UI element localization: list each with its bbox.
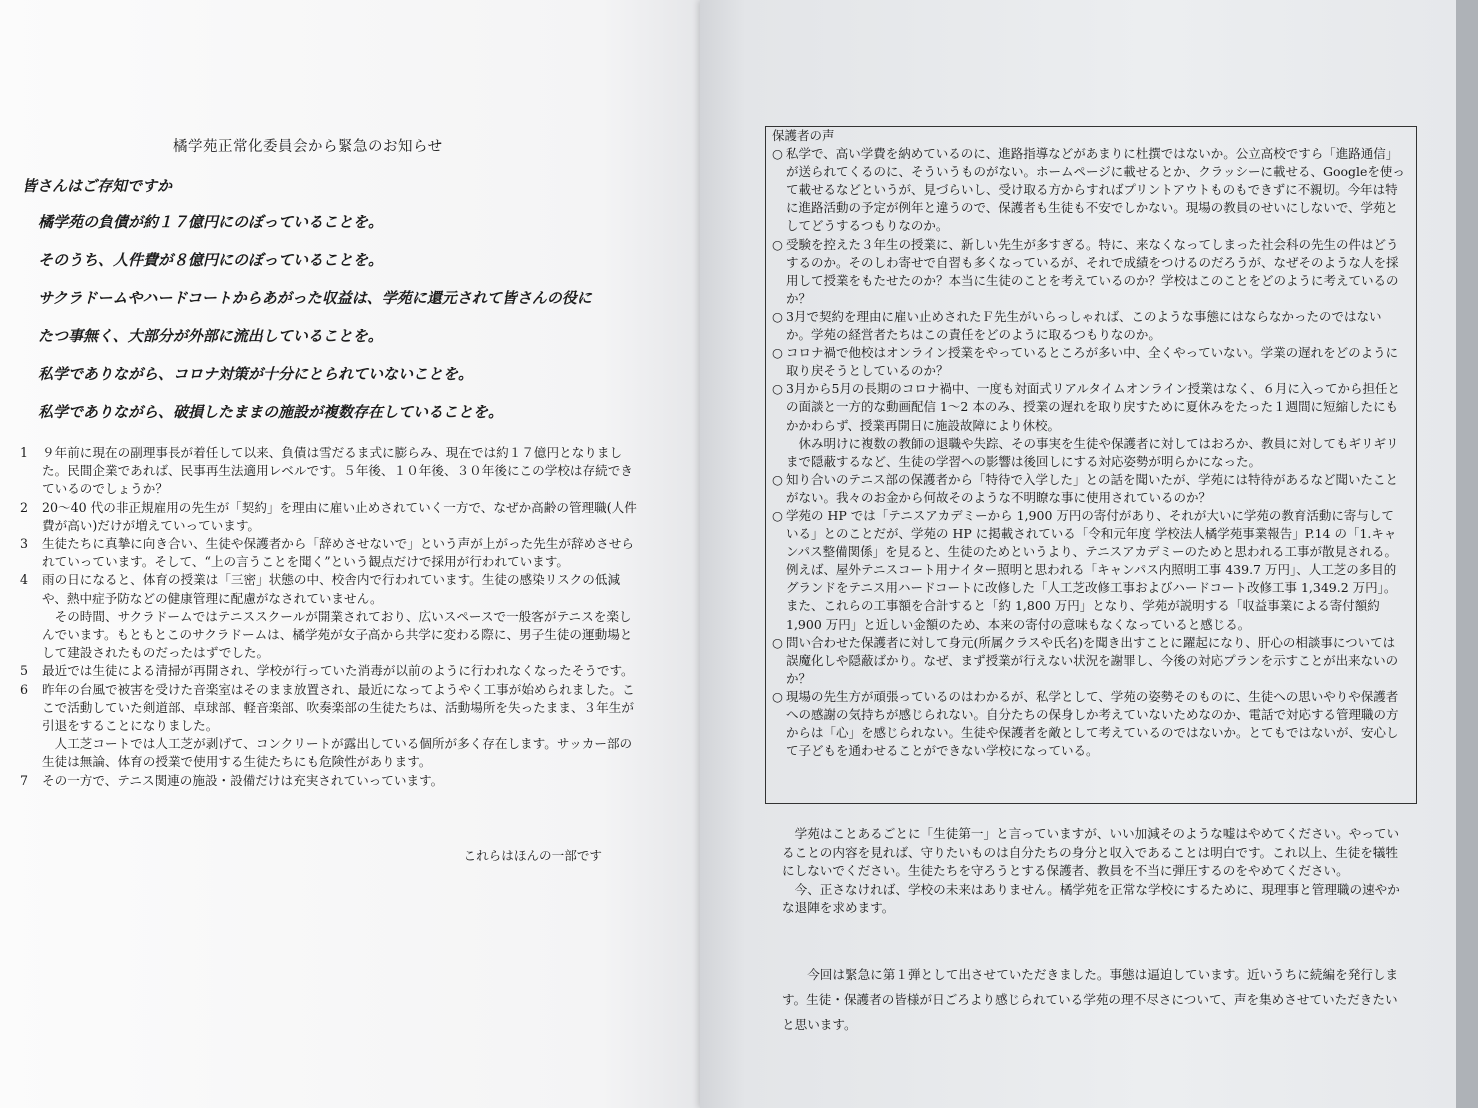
question-line: たつ事無く、大部分が外部に流出していることを。: [38, 327, 383, 345]
voice-item: [772, 688, 1406, 760]
statement-paragraph: 今、正さなければ、学校の未来はありません。橘学苑を正常な学校にするために、現理事と管理職の速やかな退陣を求めます。: [782, 881, 1400, 916]
list-item: [20, 535, 640, 571]
closing-note: これらはほんの一部です: [463, 848, 602, 863]
voice-text: 私学で、高い学費を納めているのに、進路指導などがあまりに杜撰ではないか。公立高校ですら「進路通信」が送られてくるのに、そういうものがない。ホームページに載せるとか、クラッシーに載せる、Googleを使って載せるなどというが、見づらいし、受け取る方からすればプリントアウトものもできずに不親切。今年は特に進路活動の予定が例年と違うので、保護者も生徒も不安でしかない。現場の教員のせいにしないで、学苑としてどうするつもりなのか。: [786, 146, 1405, 234]
item-text: その一方で、テニス関連の施設・設備だけは充実されていっています。: [42, 772, 444, 788]
item-extra-text: その時間、サクラドームではテニススクールが開業されており、広いスペースで一般客がテニスを楽しんでいます。もともとこのサクラドームは、橘学苑が女子高から共学に変わる際に、男子生徒の運動場として建設されたものだったはずでした。: [42, 608, 633, 661]
voice-text: 受験を控えた３年生の授業に、新しい先生が多すぎる。特に、来なくなってしまった社会科の先生の件はどうするのか。そのしわ寄せで自習も多くなっているが、それで成績をつけるのだろうが、なぜそのような人を採用して授業をもたせたのか？本当に生徒のことを考えているのか？学校はこのことをどのように考えているのか？: [786, 236, 1399, 306]
right-page: [700, 0, 1460, 1108]
item-text: 生徒たちに真摯に向き合い、生徒や保護者から「辞めさせないで」という声が上がった先生が辞めさせられていっています。そして、“上の言うことを聞く”という観点だけで採用が行われています。: [42, 536, 634, 570]
item-number: 7: [20, 772, 29, 788]
question-line: 私学でありながら、コロナ対策が十分にとられていないことを。: [38, 365, 474, 383]
voice-item: [772, 634, 1406, 688]
question-line: そのうち、人件費が８億円にのぼっていることを。: [38, 251, 384, 269]
bullet-mark: ○: [772, 634, 783, 650]
bullet-mark: ○: [772, 688, 783, 704]
item-number: 1: [20, 445, 29, 460]
box-title: 保護者の声: [772, 128, 835, 143]
bullet-mark: ○: [772, 308, 783, 324]
voice-item: [772, 507, 1406, 634]
voice-text: 現場の先生方が頑張っているのはわかるが、私学として、学苑の姿勢そのものに、生徒への思いやりや保護者への感謝の気持ちが感じられない。自分たちの保身しか考えていないためなのか、電話で対応する管理職の方からは「心」を感じられない。生徒や保護者を敵として考えているのではないか。とてもではないが、安心して子どもを通わせることができない学校になっている。: [786, 688, 1399, 759]
bullet-mark: ○: [772, 471, 783, 487]
bullet-mark: ○: [772, 381, 783, 397]
voice-text: コロナ禍で他校はオンライン授業をやっているところが多い中、全くやっていない。学業の遅れをどのように取り戻そうとしているのか？: [786, 345, 1399, 379]
voice-item: [772, 236, 1406, 308]
item-number: 6: [20, 681, 29, 697]
voice-text: 3月から5月の長期のコロナ禍中、一度も対面式リアルタイムオンライン授業はなく、６月に入ってから担任との面談と一方的な動画配信 1～2 本のみ、授業の遅れを取り戻すために夏休みをたった１週間に短縮したにもかかわらず、授業再開日に施設故障により休校。: [786, 381, 1401, 433]
voice-item: [772, 308, 1406, 344]
voice-text: 学苑の HP では「テニスアカデミーから 1,900 万円の寄付があり、それが大いに学苑の教育活動に寄与している」とのことだが、学苑の HP に掲載されている「令和元年度 学校法人橘学苑事業報告」P.14 の「1.キャンパス整備関係」を見ると、生徒のためというより、テニスアカデミーのためと思われる工事が散見される。例えば、屋外テニスコート用ナイター照明と思われる「キャンパス内照明工事 439.7 万円」、人工芝の多目的グランドをテニス用ハードコートに改修した「人工芝改修工事およびハードコート改修工事 1,349.2 万円」。また、これらの工事額を合計すると「約 1,800 万円」となり、学苑が説明する「収益事業による寄付額約 1,900 万円」と近しい金額のため、本来の寄付の意味もなくなっていると感じる。: [786, 507, 1398, 632]
numbered-list: [20, 444, 640, 790]
bullet-mark: ○: [772, 146, 783, 162]
voice-text: 知り合いのテニス部の保護者から「特待で入学した」との話を聞いたが、学苑には特待があるなど聞いたことがない。我々のお金から何故そのような不明瞭な事に使用されているのか？: [786, 471, 1399, 505]
statement-section: [782, 825, 1404, 918]
voice-text: 問い合わせた保護者に対して身元(所属クラスや氏名)を聞き出すことに躍起になり、肝心の相談事については誤魔化しや隠蔽ばかり。なぜ、まず授業が行えない状況を謝罪し、今後の対応プランを示すことが出来ないのか？: [786, 634, 1399, 686]
item-number: 3: [20, 536, 29, 552]
background-edge: [1456, 0, 1478, 1108]
item-text: 最近では生徒による清掃が再開され、学校が行っていた消毒が以前のように行われなくなったそうです。: [42, 663, 634, 679]
item-text: 昨年の台風で被害を受けた音楽室はそのまま放置され、最近になってようやく工事が始められました。ここで活動していた剣道部、卓球部、軽音楽部、吹奏楽部の生徒たちは、活動場所を失ったまま、３年生が引退をすることになりました。: [42, 681, 635, 734]
item-text: 20～40 代の非正規雇用の先生が「契約」を理由に雇い止めされていく一方で、なぜか高齢の管理職(人件費が高い)だけが増えていっています。: [42, 499, 637, 533]
voice-item: [772, 145, 1406, 235]
list-item: [20, 571, 640, 662]
voice-extra-text: 休み明けに複数の教師の退職や失踪、その事実を生徒や保護者に対してはおろか、教員に対してもギリギリまで隠蔽するなど、生徒の学習への影響は後回しにする対応姿勢が明らかになった。: [786, 435, 1399, 469]
item-text: ９年前に現在の副理事長が着任して以来、負債は雪だるま式に膨らみ、現在では約１７億円となりました。民間企業であれば、民事再生法適用レベルです。５年後、１０年後、３０年後にこの学校は存続できているのでしょうか？: [42, 445, 633, 497]
statement-paragraph: 学苑はことあるごとに「生徒第一」と言っていますが、いい加減そのような嘘はやめてください。やっていることの内容を見れば、守りたいものは自分たちの身分と収入であることは明白です。これ以上、生徒を犠牲にしないでください。生徒たちを守ろうとする保護者、教員を不当に弾圧するのをやめてください。: [782, 826, 1400, 879]
question-line: 私学でありながら、破損したままの施設が複数存在していることを。: [38, 403, 504, 421]
voice-item: [772, 471, 1406, 507]
question-line: 橘学苑の負債が約１７億円にのぼっていることを。: [38, 213, 384, 231]
item-number: 4: [20, 572, 29, 588]
voice-item: [772, 344, 1406, 380]
voice-text: 3月で契約を理由に雇い止めされたＦ先生がいらっしゃれば、このような事態にはならなかったのではないか。学苑の経営者たちはこの責任をどのように取るつもりなのか。: [786, 308, 1382, 343]
item-extra-text: 人工芝コートでは人工芝が剥げて、コンクリートが露出している個所が多く存在します。サッカー部の生徒は無論、体育の授業で使用する生徒たちにも危険性があります。: [42, 736, 633, 770]
list-item: [20, 662, 640, 680]
voice-item: [772, 380, 1406, 470]
list-item: [20, 444, 640, 499]
item-number: 2: [20, 499, 29, 515]
list-item: [20, 499, 640, 535]
parents-voices-box: [765, 126, 1417, 804]
item-text: 雨の日になると、体育の授業は「三密」状態の中、校舎内で行われています。生徒の感染リスクの低減や、熱中症予防などの健康管理に配慮がなされていません。: [42, 572, 621, 606]
bullet-mark: ○: [772, 236, 783, 252]
notice-title: 橘学苑正常化委員会から緊急のお知らせ: [173, 139, 443, 155]
bullet-mark: ○: [772, 507, 783, 523]
left-page: [0, 0, 708, 1108]
question-line: サクラドームやハードコートからあがった収益は、学苑に還元されて皆さんの役に: [38, 289, 592, 307]
bullet-mark: ○: [772, 345, 783, 361]
item-number: 5: [20, 663, 29, 679]
list-item: [20, 772, 640, 790]
question-intro: 皆さんはご存知ですか: [22, 177, 173, 195]
list-item: [20, 681, 640, 772]
final-paragraph: 今回は緊急に第１弾として出させていただきました。事態は逼迫しています。近いうちに続編を発行します。生徒・保護者の皆様が日ごろより感じられている学苑の理不尽さについて、声を集めさせていただきたいと思います。: [782, 967, 1399, 1032]
